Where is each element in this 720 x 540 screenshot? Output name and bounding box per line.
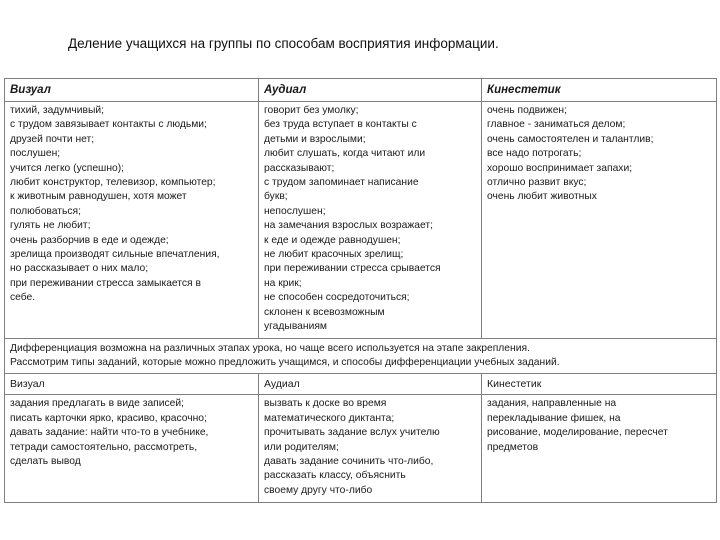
kinesthetic-tasks (482, 395, 717, 503)
text-line: тихий, задумчивый; (10, 105, 105, 116)
text-line: послушен; (10, 148, 61, 160)
text-line: давать задание: найти что-то в учебнике, (10, 427, 209, 439)
text-line: рассказать классу, объяснить (264, 470, 406, 482)
header-kinesthetic: Кинестетик (482, 79, 717, 102)
task-header-audial: Аудиал (259, 374, 482, 395)
visual-tasks (5, 395, 259, 503)
text-line: с трудом запоминает написание (264, 177, 419, 189)
header-audial: Аудиал (259, 79, 482, 102)
text-line: рассказывают; (264, 162, 335, 174)
text-line: рисование, моделирование, пересчет (487, 427, 668, 439)
text-line: главное - заниматься делом; (487, 119, 626, 131)
text-line: детьми и взрослыми; (264, 133, 366, 145)
text-line: задания предлагать в виде записей; (10, 398, 184, 410)
text-line: сделать вывод (10, 455, 81, 467)
text-line: учится легко (успешно); (10, 162, 125, 174)
text-line: склонен к всевозможным (264, 306, 385, 318)
text-line: любит слушать, когда читают или (264, 148, 426, 160)
text-line: с трудом завязывает контакты с людьми; (10, 119, 207, 131)
text-line: перекладывание фишек, на (487, 412, 621, 424)
text-line: писать карточки ярко, красиво, красочно; (10, 412, 207, 424)
text-line: отлично развит вкус; (487, 177, 587, 189)
task-header-visual: Визуал (5, 374, 259, 395)
table1-body-row (5, 102, 717, 339)
audial-tasks (259, 395, 482, 503)
header-visual: Визуал (5, 79, 259, 102)
table2-header-row (5, 374, 717, 395)
text-line: но рассказывает о них мало; (10, 263, 149, 275)
text-line: Дифференциация возможна на различных этапах урока, но чаще всего используется на этапе закрепления. (10, 342, 530, 354)
text-line: непослушен; (264, 205, 326, 217)
text-line: задания, направленные на (487, 398, 617, 410)
text-line: предметов (487, 441, 539, 453)
audial-traits (259, 102, 482, 339)
text-line: без труда вступает в контакты с (264, 119, 417, 131)
text-line: все надо потрогать; (487, 148, 582, 160)
visual-traits (5, 102, 259, 339)
text-line: при переживании стресса замыкается в (10, 277, 201, 289)
text-line: очень любит животных (487, 191, 597, 203)
text-line: гулять не любит; (10, 220, 91, 232)
text-line: на крик; (264, 277, 302, 289)
text-line: к животным равнодушен, хотя может (10, 191, 187, 203)
text-line: полюбоваться; (10, 205, 81, 217)
text-line: себе. (10, 292, 36, 304)
text-line: не любит красочных зрелищ; (264, 249, 404, 261)
text-line: зрелища производят сильные впечатления, (10, 249, 220, 261)
differentiation-note (5, 338, 717, 374)
text-line: прочитывать задание вслух учителю (264, 427, 440, 439)
page-title: Деление учащихся на группы по способам восприятия информации. (68, 36, 499, 51)
text-line: очень самостоятелен и талантлив; (487, 133, 654, 145)
table2-body-row (5, 395, 717, 503)
table1-header-row (5, 79, 717, 102)
text-line: Рассмотрим типы заданий, которые можно предложить учащимся, и способы дифференциации учебных заданий. (10, 356, 560, 368)
text-line: угадываниям (264, 321, 327, 333)
text-line: или родителям; (264, 441, 339, 453)
text-line: своему другу что-либо (264, 484, 373, 496)
text-line: тетради самостоятельно, рассмотреть, (10, 441, 198, 453)
text-line: любит конструктор, телевизор, компьютер; (10, 177, 216, 189)
kinesthetic-traits (482, 102, 717, 339)
text-line: к еде и одежде равнодушен; (264, 234, 401, 246)
text-line: на замечания взрослых возражает; (264, 220, 433, 232)
text-line: вызвать к доске во время (264, 398, 387, 410)
perception-table (4, 78, 717, 503)
text-line: очень разборчив в еде и одежде; (10, 234, 169, 246)
text-line: математического диктанта; (264, 412, 395, 424)
text-line: очень подвижен; (487, 105, 567, 116)
text-line: не способен сосредоточиться; (264, 292, 410, 304)
text-line: хорошо воспринимает запахи; (487, 162, 633, 174)
text-line: друзей почти нет; (10, 133, 95, 145)
text-line: давать задание сочинить что-либо, (264, 455, 434, 467)
task-header-kinesthetic: Кинестетик (482, 374, 717, 395)
text-line: при переживании стресса срывается (264, 263, 441, 275)
text-line: букв; (264, 191, 288, 203)
text-line: говорит без умолку; (264, 105, 359, 116)
note-row (5, 338, 717, 374)
